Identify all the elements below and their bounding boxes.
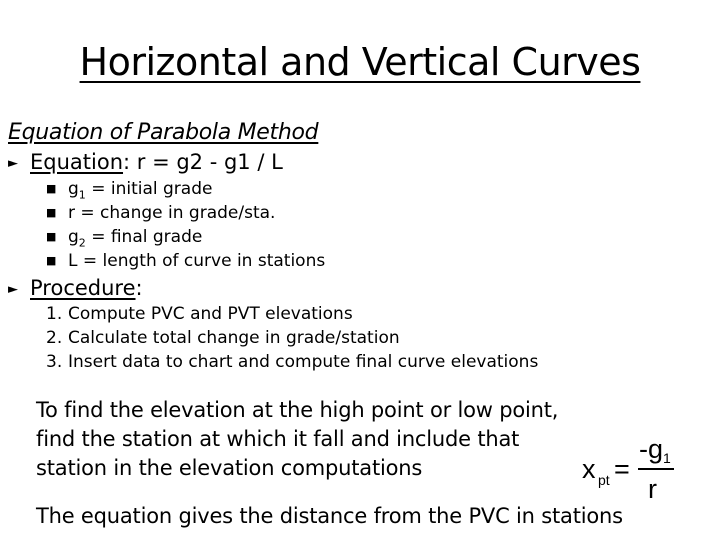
method-subtitle: Equation of Parabola Method: [8, 120, 319, 145]
formula-lhs-sub: pt: [598, 472, 610, 488]
procedure-label: Procedure: [30, 276, 136, 300]
definition-item: [46, 203, 275, 223]
formula-lhs: x: [582, 454, 596, 484]
square-bullet-icon: ■: [46, 230, 57, 243]
equation-label: Equation: [30, 150, 124, 174]
triangle-bullet-icon: ►: [8, 282, 18, 297]
step-number: 1.: [46, 304, 63, 324]
definition-item: [46, 227, 202, 249]
square-bullet-icon: ■: [46, 182, 57, 195]
square-bullet-icon: ■: [46, 254, 57, 267]
step-number: 2.: [46, 328, 63, 348]
definition-text: = change in grade/sta.: [75, 203, 276, 223]
high-point-formula: [582, 432, 682, 512]
procedure-step: [46, 328, 400, 348]
triangle-bullet-icon: ►: [8, 156, 18, 171]
formula-equals: =: [614, 454, 630, 484]
step-text: Calculate total change in grade/station: [68, 328, 400, 348]
procedure-colon: :: [135, 276, 143, 300]
definition-var: g: [68, 227, 79, 247]
fraction-bar: [638, 468, 674, 470]
definition-var: r: [68, 203, 75, 223]
high-low-point-paragraph: To find the elevation at the high point or low point, find the station at which it fall and include that station in the elevation computations: [36, 398, 559, 480]
step-text: Insert data to chart and compute final curve elevations: [68, 352, 539, 372]
definition-var: L: [68, 251, 78, 271]
slide-title: Horizontal and Vertical Curves: [79, 40, 641, 84]
footer-note: The equation gives the distance from the PVC in stations: [36, 504, 623, 528]
definition-sub: 1: [78, 188, 86, 202]
definition-text: = final grade: [85, 227, 203, 247]
equation-bullet: [8, 150, 283, 174]
formula-denominator: r: [648, 474, 657, 504]
step-number: 3.: [46, 352, 63, 372]
procedure-bullet: [8, 276, 143, 300]
procedure-step: [46, 352, 538, 372]
definition-var: g: [68, 179, 79, 199]
procedure-step: [46, 304, 353, 324]
definition-text: = length of curve in stations: [77, 251, 326, 271]
square-bullet-icon: ■: [46, 206, 57, 219]
definition-sub: 2: [78, 236, 86, 250]
formula-numerator-sub: 1: [663, 450, 671, 466]
definition-text: = initial grade: [85, 179, 213, 199]
definition-item: [46, 179, 212, 201]
formula-numerator: -g: [639, 434, 664, 464]
equation-text: : r = g2 - g1 / L: [123, 150, 283, 174]
step-text: Compute PVC and PVT elevations: [68, 304, 353, 324]
definition-item: [46, 251, 325, 271]
